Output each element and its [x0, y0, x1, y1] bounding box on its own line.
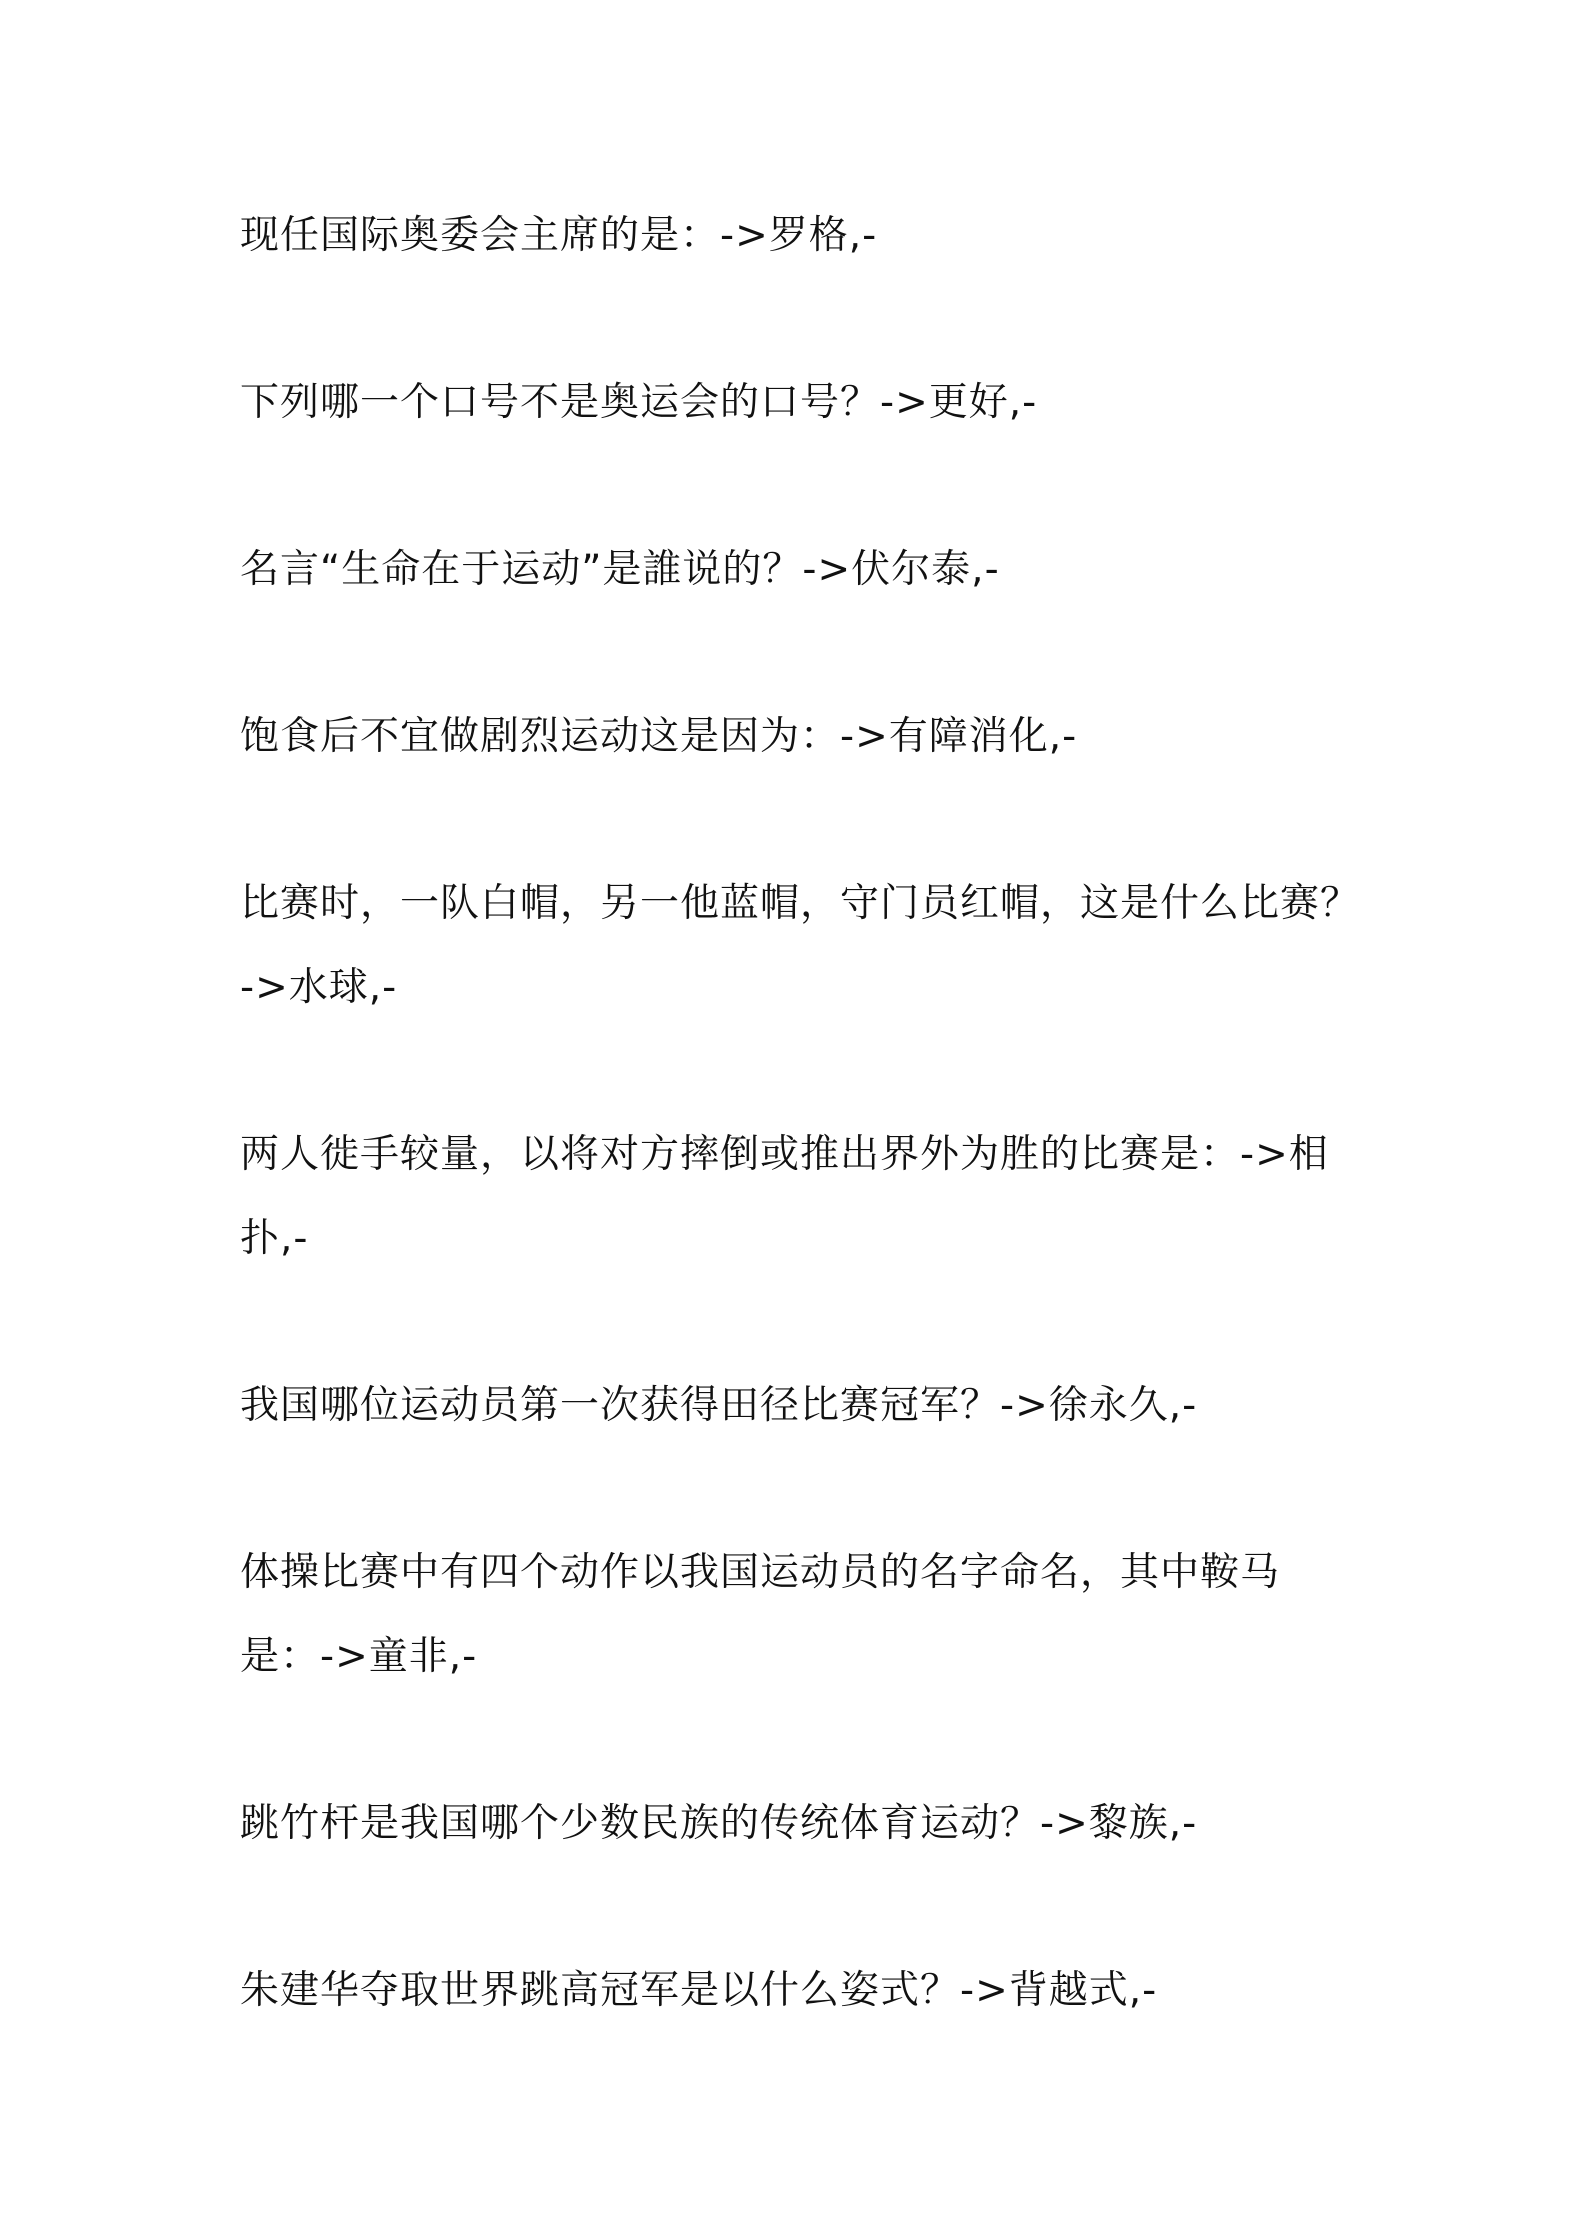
question-text: 比赛时，一队白帽，另一他蓝帽，守门员红帽，这是什么比赛？	[240, 881, 1361, 926]
answer-text: ->童非,-	[320, 1634, 478, 1679]
qa-item	[240, 1113, 1360, 1281]
qa-item	[240, 1782, 1360, 1866]
qa-item	[240, 194, 1360, 278]
qa-item	[240, 695, 1360, 779]
qa-item	[240, 1949, 1360, 2033]
qa-item	[240, 361, 1360, 445]
answer-text: ->有障消化,-	[840, 714, 1078, 759]
question-text: 体操比赛中有四个动作以我国运动员的名字命名，其中鞍马是：	[240, 1550, 1281, 1679]
answer-text: ->黎族,-	[1040, 1801, 1198, 1846]
question-text: 跳竹杆是我国哪个少数民族的传统体育运动？	[240, 1801, 1041, 1846]
question-text: 两人徙手较量，以将对方摔倒或推出界外为胜的比赛是：	[240, 1132, 1241, 1177]
question-text: 我国哪位运动员第一次获得田径比赛冠军？	[240, 1383, 1001, 1428]
question-text: 饱食后不宜做剧烈运动这是因为：	[240, 714, 841, 759]
answer-text: ->罗格,-	[720, 213, 878, 258]
answer-text: ->更好,-	[880, 380, 1038, 425]
answer-text: ->伏尔泰,-	[802, 547, 1000, 592]
question-text: 名言“生命在于运动”是誰说的？	[240, 547, 803, 592]
question-text: 朱建华夺取世界跳高冠军是以什么姿式？	[240, 1968, 961, 2013]
qa-item	[240, 1364, 1360, 1448]
answer-text: ->背越式,-	[960, 1968, 1158, 2013]
question-text: 现任国际奥委会主席的是：	[240, 213, 721, 258]
qa-item	[240, 1531, 1360, 1699]
qa-item	[240, 528, 1360, 612]
question-text: 下列哪一个口号不是奥运会的口号？	[240, 380, 881, 425]
answer-text: ->徐永久,-	[1000, 1383, 1198, 1428]
qa-item	[240, 862, 1360, 1030]
answer-text: ->水球,-	[240, 965, 398, 1010]
answer-text: ->相扑,-	[240, 1132, 1329, 1261]
